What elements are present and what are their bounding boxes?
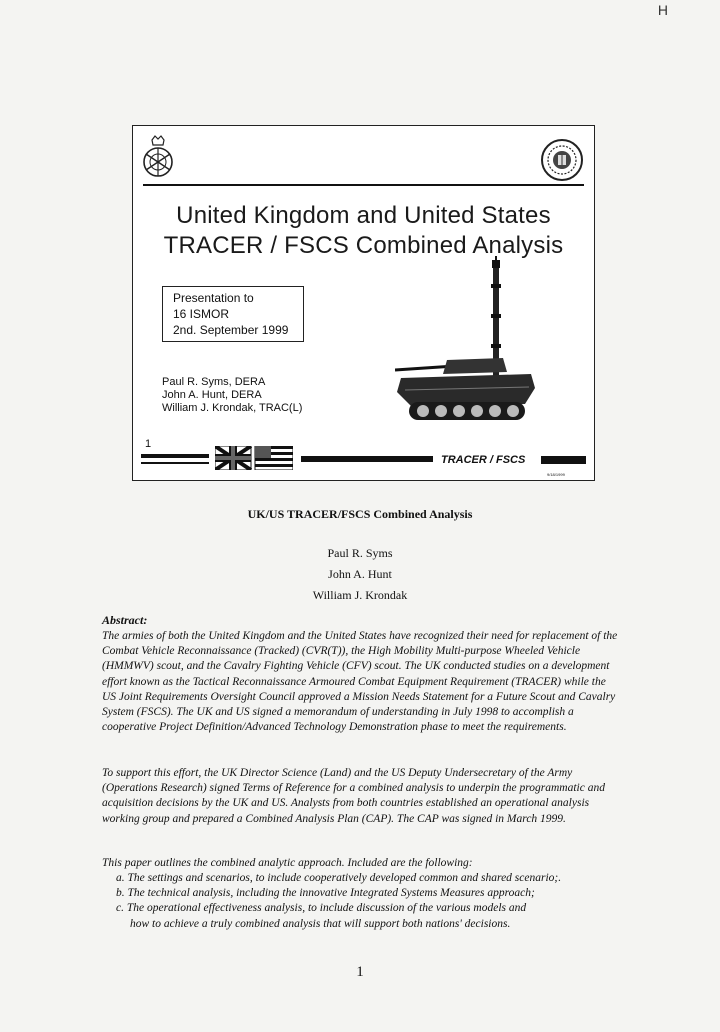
- footer-bar: [541, 456, 586, 464]
- presentation-box: [162, 286, 304, 342]
- presentation-line: 2nd. September 1999: [173, 323, 289, 337]
- paper-title: UK/US TRACER/FSCS Combined Analysis: [247, 507, 473, 521]
- list-item-continued: how to achieve a truly combined analysis that will support both nations' decisions.: [130, 917, 511, 930]
- abstract-paragraph: To support this effort, the UK Director Science (Land) and the US Deputy Undersecretary of the Army (Operations Research) signed Terms of Reference for a combined analysis to underpin the programmatic and acquisition decisions by the UK and US. Analysts from both countries established an operational analysis working group and prepared a Combined Analysis Plan (CAP). The CAP was signed in March 1999.: [102, 767, 605, 825]
- us-flag-icon: [255, 446, 293, 470]
- footer-bar: [141, 454, 209, 458]
- mod-crest-icon: [141, 134, 175, 180]
- outline-list: [102, 871, 622, 932]
- page-number: 1: [356, 964, 364, 980]
- uk-flag-icon: [215, 446, 251, 470]
- paper-author: John A. Hunt: [328, 567, 392, 581]
- list-item: b. The technical analysis, including the innovative Integrated Systems Measures approach;: [116, 887, 535, 900]
- abstract-paragraph: This paper outlines the combined analytic approach. Included are the following:: [102, 857, 473, 869]
- slide-title-line1: United Kingdom and United States: [176, 202, 551, 229]
- trac-seal-icon: [540, 138, 584, 182]
- presentation-line: Presentation to: [173, 291, 254, 305]
- slide-author: Paul R. Syms, DERA: [162, 376, 266, 388]
- slide-header-rule: [143, 184, 584, 186]
- footer-bar: [141, 462, 209, 464]
- slide-title-line2: TRACER / FSCS Combined Analysis: [163, 232, 564, 259]
- footer-bar: [301, 456, 433, 462]
- list-item: c. The operational effectiveness analysis, to include discussion of the various models and: [116, 902, 527, 915]
- armored-vehicle-icon: [395, 254, 535, 426]
- slide-author: John A. Hunt, DERA: [162, 389, 262, 401]
- footer-label: TRACER / FSCS: [441, 454, 526, 466]
- slide-author: William J. Krondak, TRAC(L): [162, 402, 303, 414]
- handwritten-page-mark: H: [657, 2, 668, 18]
- list-item: a. The settings and scenarios, to include cooperatively developed common and shared scenario;.: [116, 872, 562, 884]
- footer-date: 9/18/1999: [547, 472, 565, 477]
- abstract-heading: Abstract:: [102, 613, 148, 627]
- abstract-paragraph: The armies of both the United Kingdom and the United States have recognized their need for replacement of the Combat Vehicle Reconnaissance (Tracked) (CVR(T)), the High Mobility Multi-purpose Wheeled Vehicle (HMMWV) scout, and the Cavalry Fighting Vehicle (CFV) scout. The UK conducted studies on a development effort known as the Tactical Reconnaissance Armoured Combat Equipment Requirement (TRACER) while the US Joint Requirements Oversight Council approved a Mission Needs Statement for a Future Scout and Cavalry System (FSCS). The UK and US signed a memorandum of understanding in July 1998 to accomplish a cooperative Project Definition/Advanced Technology Demonstration phase to meet the requirements.: [102, 630, 618, 734]
- title-slide: [132, 125, 595, 481]
- slide-authors: [162, 376, 302, 415]
- paper-author: Paul R. Syms: [327, 546, 393, 560]
- slide-number: 1: [145, 438, 152, 450]
- flags-icon: [215, 446, 293, 470]
- paper-author: William J. Krondak: [312, 588, 408, 602]
- presentation-line: 16 ISMOR: [173, 307, 230, 321]
